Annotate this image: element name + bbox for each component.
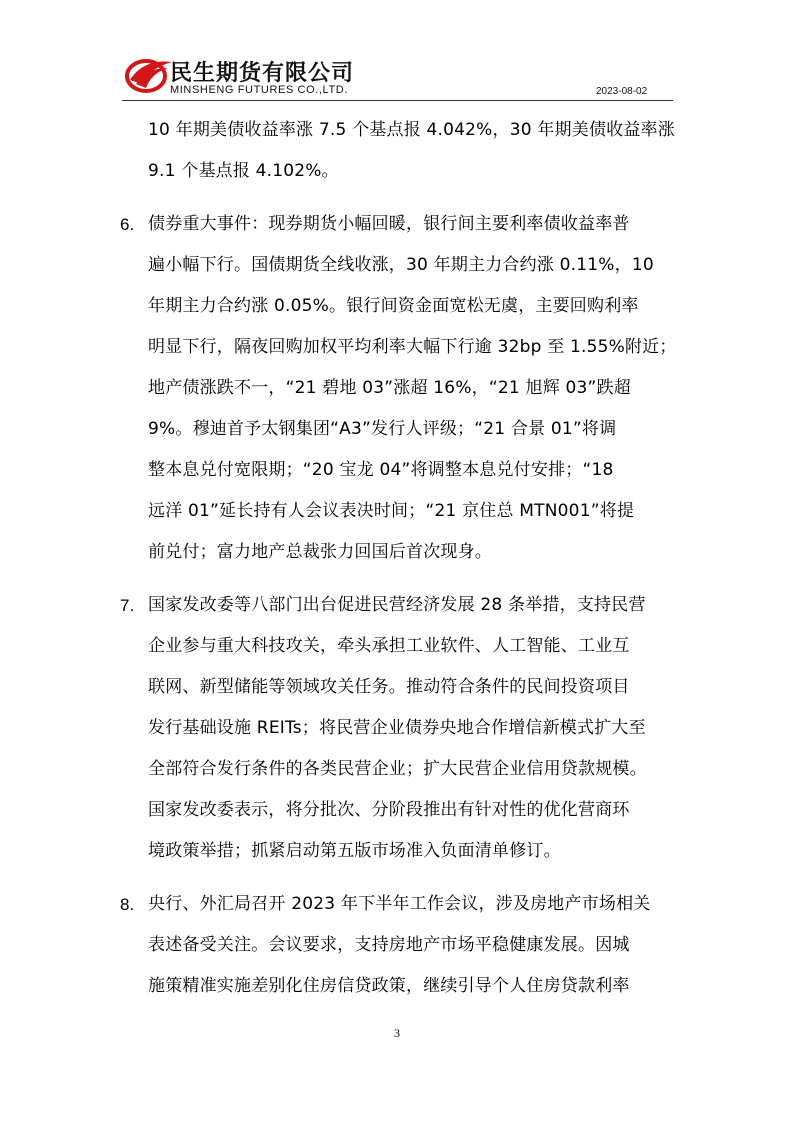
text-line: 地产债涨跌不一，“21 碧地 03”涨超 16%，“21 旭辉 03”跌超	[148, 378, 631, 398]
text-line: 前兑付；富力地产总裁张力回国后首次现身。	[148, 542, 492, 562]
text-line: 央行、外汇局召开 2023 年下半年工作会议，涉及房地产市场相关	[148, 894, 651, 914]
text-line: 国家发改委表示，将分批次、分阶段推出有针对性的优化营商环	[148, 800, 630, 820]
text-line: 表述备受关注。会议要求，支持房地产市场平稳健康发展。因城	[148, 935, 630, 955]
text-line: 9.1 个基点报 4.102%。	[148, 161, 339, 181]
report-date: 2023-08-02	[596, 86, 648, 97]
header-divider	[122, 100, 673, 101]
text-line: 10 年期美债收益率涨 7.5 个基点报 4.042%，30 年期美债收益率涨	[148, 120, 675, 140]
text-line: 国家发改委等八部门出台促进民营经济发展 28 条举措，支持民营	[148, 595, 646, 615]
text-line: 9%。穆迪首予太钢集团“A3”发行人评级；“21 合景 01”将调	[148, 419, 617, 439]
text-line: 境政策举措；抓紧启动第五版市场准入负面清单修订。	[148, 841, 561, 861]
text-line: 债券重大事件：现券期货小幅回暖，银行间主要利率债收益率普	[148, 214, 630, 234]
item-number: 6.	[120, 215, 135, 234]
text-line: 施策精准实施差别化住房信贷政策，继续引导个人住房贷款利率	[148, 976, 630, 996]
list-item-6	[0, 204, 794, 573]
company-name-cn: 民生期货有限公司	[170, 61, 355, 86]
item-number: 7.	[120, 596, 135, 615]
report-body	[0, 110, 794, 1007]
item-number: 8.	[120, 895, 135, 914]
minsheng-logo-icon	[122, 54, 174, 94]
text-line: 整本息兑付宽限期；“20 宝龙 04”将调整本息兑付安排；“18	[148, 460, 614, 480]
text-line: 全部符合发行条件的各类民营企业；扩大民营企业信用贷款规模。	[148, 759, 647, 779]
text-line: 联网、新型储能等领域攻关任务。推动符合条件的民间投资项目	[148, 677, 630, 697]
text-line: 年期主力合约涨 0.05%。银行间资金面宽松无虞，主要回购利率	[148, 296, 639, 316]
text-line: 远洋 01”延长持有人会议表决时间；“21 京住总 MTN001”将提	[148, 501, 635, 521]
text-line: 明显下行，隔夜回购加权平均利率大幅下行逾 32bp 至 1.55%附近；	[148, 337, 677, 357]
page-number: 3	[394, 1026, 400, 1040]
company-name-en: MINSHENG FUTURES CO.,LTD.	[170, 84, 348, 96]
list-item-8	[0, 884, 794, 1007]
page-header	[0, 0, 794, 110]
paragraph-continued	[0, 110, 794, 192]
text-line: 发行基础设施 REITs；将民营企业债券央地合作增信新模式扩大至	[148, 718, 646, 738]
text-line: 企业参与重大科技攻关，牵头承担工业软件、人工智能、工业互	[148, 636, 630, 656]
list-item-7	[0, 585, 794, 872]
text-line: 遍小幅下行。国债期货全线收涨，30 年期主力合约涨 0.11%，10	[148, 255, 654, 275]
